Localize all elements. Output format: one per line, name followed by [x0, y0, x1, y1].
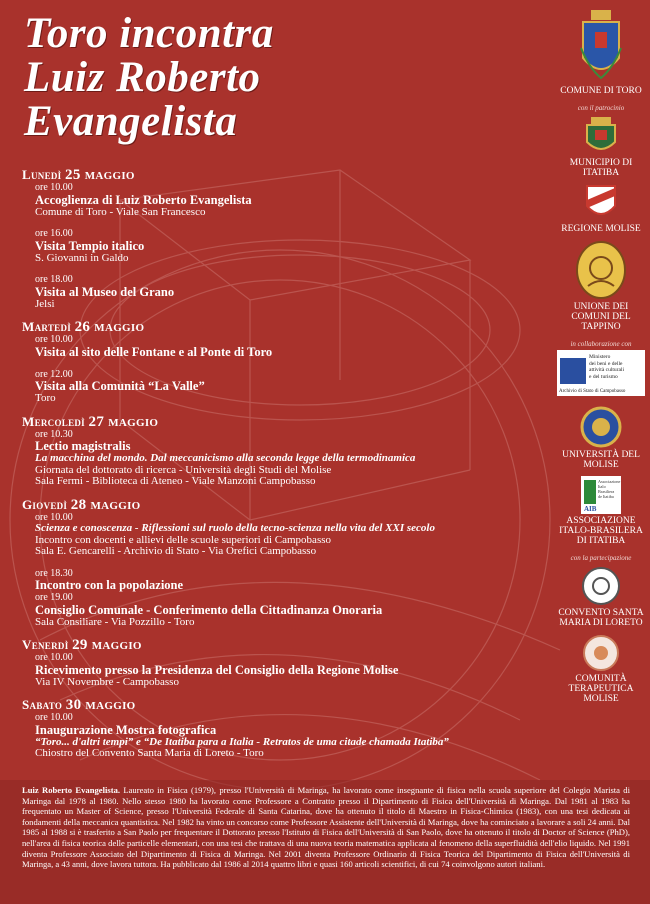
associazione-emblem-icon — [584, 480, 596, 504]
title-line-3: Evangelista — [24, 98, 238, 145]
event — [35, 568, 552, 629]
event — [35, 182, 552, 218]
event-name: Lectio magistralis — [35, 439, 131, 453]
event-time: ore 10.00 — [35, 712, 73, 723]
event-time: ore 19.00 — [35, 592, 73, 603]
event-time: ore 18.30 — [35, 567, 73, 579]
unione-tappino-logo-icon — [574, 240, 628, 300]
program — [22, 168, 552, 760]
event-place: Giornata del dottorato di ricerca - Università degli Studi del Molise — [35, 463, 332, 476]
event-place: Sala E. Gencarelli - Archivio di Stato - Via Orefici Campobasso — [35, 545, 317, 557]
event-name: Accoglienza di Luiz Roberto Evangelista — [35, 192, 252, 207]
event-time: ore 10.00 — [35, 182, 73, 193]
event — [35, 274, 552, 310]
event-time: ore 10.00 — [35, 511, 73, 523]
associazione-logo: Associazione Italo Brasiliera de Itatiba AIB — [581, 476, 621, 514]
event-place: Via IV Novembre - Campobasso — [35, 675, 179, 688]
coat-of-arms-molise-icon — [583, 184, 619, 222]
event-place: Jelsi — [35, 297, 55, 310]
regione-molise-label: REGIONE MOLISE — [561, 224, 641, 234]
archivio-label: Archivio di Stato di Campobasso — [559, 389, 626, 394]
patrocinio-note: con il patrocinio — [577, 104, 625, 112]
comune-toro-label: COMUNE DI TORO — [560, 86, 642, 96]
day-heading: Lunedì 25 maggio — [22, 167, 135, 183]
universita-molise-label: UNIVERSITÀ DEL MOLISE — [562, 450, 640, 470]
event — [35, 429, 552, 488]
event — [35, 369, 552, 405]
coat-of-arms-itatiba-icon — [581, 116, 621, 156]
event-detail: “Toro... d'altri tempi” e “De Itatiba para a Italia - Retratos de uma citade chamada Itatiba” — [35, 735, 449, 748]
event — [35, 334, 552, 359]
day-heading: Martedì 26 maggio — [22, 319, 145, 335]
comunita-terapeutica-label: COMUNITÀ TERAPEUTICA MOLISE — [568, 674, 634, 704]
event — [35, 652, 552, 688]
event-time: ore 18.00 — [35, 274, 73, 285]
comunita-terapeutica-logo-icon — [582, 634, 620, 672]
title-line-2: Luiz Roberto — [24, 54, 261, 101]
event-detail: Scienza e conoscenza - Riflessioni sul ruolo della tecno-scienza nella vita del XXI secolo — [35, 522, 435, 534]
event-place: Comune di Toro - Viale San Francesco — [35, 205, 206, 218]
day-heading: Venerdì 29 maggio — [22, 637, 142, 653]
convento-seal-icon — [581, 566, 621, 606]
event-time: ore 16.00 — [35, 228, 73, 239]
event-place: Incontro con docenti e allievi delle scuole superiori di Campobasso — [35, 533, 332, 546]
event-name: Incontro con la popolazione — [35, 578, 184, 592]
event-name: Ricevimento presso la Presidenza del Consiglio della Regione Molise — [35, 662, 399, 677]
title-line-1: Toro incontra — [24, 10, 274, 57]
event-place: Toro — [35, 392, 56, 404]
ministero-emblem-icon — [560, 358, 586, 384]
ministero-logo: Ministero dei beni e delle attività culturali e del turismo Archivio di Stato di Campobasso — [557, 350, 645, 396]
day-heading: Sabato 30 maggio — [22, 697, 136, 713]
municipio-itatiba-label: MUNICIPIO DI ITATIBA — [569, 158, 633, 178]
poster-title — [24, 12, 274, 144]
event-place: S. Giovanni in Galdo — [35, 251, 129, 264]
event — [35, 712, 552, 760]
sponsors-sidebar — [556, 8, 646, 704]
event-place: Sala Consiliare - Via Pozzillo - Toro — [35, 615, 195, 628]
event — [35, 512, 552, 558]
event-name: Visita al Museo del Grano — [35, 284, 175, 299]
event-time: ore 10.30 — [35, 428, 73, 440]
event-detail: La macchina del mondo. Dal meccanicismo alla seconda legge della termodinamica — [35, 452, 416, 464]
universita-molise-seal-icon — [580, 406, 622, 448]
day-heading: Giovedì 28 maggio — [22, 496, 141, 513]
coat-of-arms-toro-icon — [579, 8, 623, 84]
bio-text: Laureato in Fisica (1979), presso l'Università di Maringa, ha lavorato come insegnante di fisica nella scuola superiore del Colegio Marista di Maringa dal 1978 al 1980. Nello stesso 1980 ha lavorato come Professore a Contratto presso il Dipartimento di Fisica dell'Università di Maringa. Dal 1981 al 1983 ha frequentato un Master of Science, presso l'Università Federale di Santa Catarina, dove ha ottenuto il titolo di Maestro in Fisica-Chimica (1983), con una tesi dedicata ai fondamenti della meccanica quantistica. Nel 1982 ha vinto un concorso come Professore Assistente dell'Università di Maringa, dove ha cominciato a lavorare a soli 24 anni. Dal 1985 al 1988 si è trasferito a San Paolo per frequentare il Dottorato presso l'Istituto di Fisica dell'Università di San Paolo, dove ha ottenuto il titolo di Doctor of Science (PhD), nell'area di fisica teorica delle particelle elementari, con una tesi che trattava di una nuova teoria matematica applicata al fenomeno della superfluidità dell'elio liquido. Nel 1991 diventa Professore Associato del Dipartimento di Fisica di Maringa. Nel 2001 diventa Professore Ordinario di Fisica Teorica del Dipartimento di Fisica dell'Università di Maringa, a 43 anni, dove lavora tuttora. Ha pubblicato dal 1986 al 2014 quattro libri e quasi 160 articoli scientifici, di cui 74 coinvolgono autori italiani. — [22, 785, 630, 870]
event-time: ore 10.00 — [35, 334, 73, 345]
event-time: ore 10.00 — [35, 652, 73, 663]
biography — [22, 785, 630, 870]
partecipazione-note: con la partecipazione — [570, 554, 632, 562]
bio-name: Luiz Roberto Evangelista. — [22, 785, 121, 795]
day-heading: Mercoledì 27 maggio — [22, 413, 159, 430]
event-name: Visita alla Comunità “La Valle” — [35, 379, 205, 393]
collaborazione-note: in collaborazione con — [570, 340, 632, 348]
associazione-label: ASSOCIAZIONE ITALO-BRASILERA DI ITATIBA — [559, 516, 643, 546]
event — [35, 228, 552, 264]
event-name: Consiglio Comunale - Conferimento della Cittadinanza Onoraria — [35, 602, 383, 617]
unione-tappino-label: UNIONE DEI COMUNI DEL TAPPINO — [571, 302, 631, 332]
event-time: ore 12.00 — [35, 368, 73, 380]
convento-label: CONVENTO SANTA MARIA DI LORETO — [558, 608, 644, 628]
event-place: Chiostro del Convento Santa Maria di Loreto - Toro — [35, 747, 264, 759]
event-name: Inaugurazione Mostra fotografica — [35, 722, 217, 737]
event-name: Visita al sito delle Fontane e al Ponte di Toro — [35, 344, 273, 359]
event-place: Sala Fermi - Biblioteca di Ateneo - Viale Manzoni Campobasso — [35, 475, 316, 487]
event-name: Visita Tempio italico — [35, 238, 145, 253]
